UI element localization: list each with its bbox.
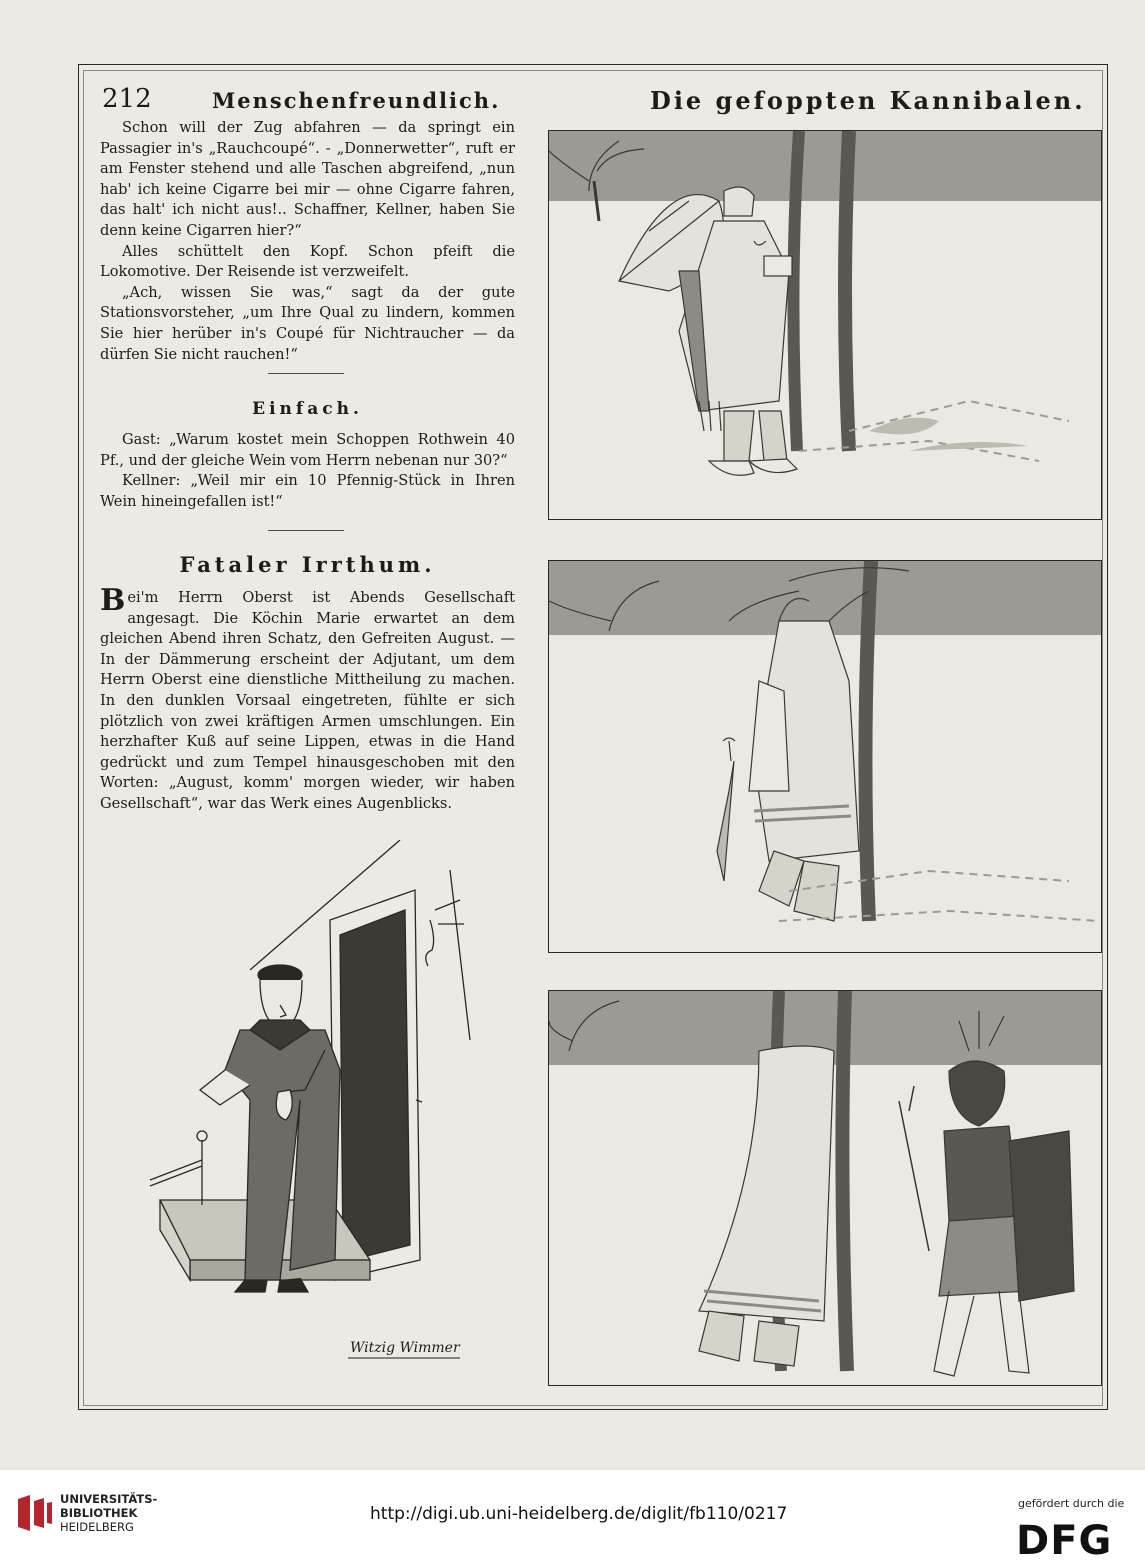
paragraph-text: ei'm Herrn Oberst ist Abends Gesellschaft angesagt. Die Köchin Marie erwartet an dem gleichen Abend ihren Schatz, den Gefreiten August. — In der Dämmerung erscheint der Adjutant, um dem Herrn Oberst eine dienstliche Mittheilung zu machen. In den dunklen Vorsaal eingetreten, fühlte er sich plötzlich von zwei kräftigen Armen umschlungen. Ein herzhafter Kuß auf seine Lippen, etwas in die Hand gedrückt und zum Tempel hinausgeschoben mit den Worten: „August, komm' morgen wieder, wir haben Gesellschaft“, war das Werk eines Augenblicks.: [100, 589, 515, 812]
story-fataler-irrthum: [100, 583, 515, 815]
source-url-link[interactable]: http://digi.ub.uni-heidelberg.de/diglit/fb110/0217: [370, 1504, 788, 1524]
university-library-logo: [14, 1493, 54, 1537]
library-name: UNIVERSITÄTS- BIBLIOTHEK HEIDELBERG: [60, 1492, 158, 1534]
page-number: 212: [102, 84, 152, 114]
dfg-logo: DFG: [1016, 1518, 1113, 1564]
paragraph: „Ach, wissen Sie was,“ sagt da der gute Stationsvorsteher, „um Ihre Qual zu lindern, kommen Sie hier herüber in's Coupé für Nichtraucher — da dürfen Sie nicht rauchen!“: [100, 283, 515, 363]
artist-signature: Witzig Wimmer: [350, 1340, 460, 1356]
story-title-menschenfreundlich: Menschenfreundlich.: [212, 88, 501, 113]
paragraph: Alles schüttelt den Kopf. Schon pfeift die Lokomotive. Der Reisende ist verzweifelt.: [100, 242, 515, 281]
paragraph: Kellner: „Weil mir ein 10 Pfennig-Stück in Ihren Wein hineingefallen ist!“: [100, 472, 515, 510]
section-divider: [268, 530, 344, 531]
drop-cap: B: [100, 583, 126, 618]
cartoon-panel-1: [548, 130, 1102, 520]
heading-fataler-irrthum: Fataler Irrthum.: [179, 552, 436, 577]
paragraph: Schon will der Zug abfahren — da springt ein Passagier in's „Rauchcoupé“. - „Donnerwetter“, ruft er am Fenster stehend und alle Taschen abgreifend, „nun hab' ich keine Cigarre bei mir — ohne Cigarre fahren, das halt' ich nicht aus!.. Schaffner, Kellner, haben Sie denn keine Cigarren hier?“: [100, 119, 515, 239]
funding-note: gefördert durch die: [1018, 1497, 1125, 1510]
story-menschenfreundlich: [100, 118, 515, 365]
cartoon-panel-2: [548, 560, 1102, 953]
section-divider: [268, 373, 344, 374]
heading-einfach: Einfach.: [252, 399, 363, 419]
story-einfach: [100, 430, 515, 512]
paragraph: Gast: „Warum kostet mein Schoppen Rothwein 40 Pf., und der gleiche Wein vom Herrn nebenan nur 30?“: [100, 431, 515, 469]
cartoon-panel-3: [548, 990, 1102, 1386]
cartoon-title: Die gefoppten Kannibalen.: [650, 86, 1086, 115]
illustration-officer-at-door: [130, 840, 490, 1380]
paragraph: [100, 583, 515, 815]
